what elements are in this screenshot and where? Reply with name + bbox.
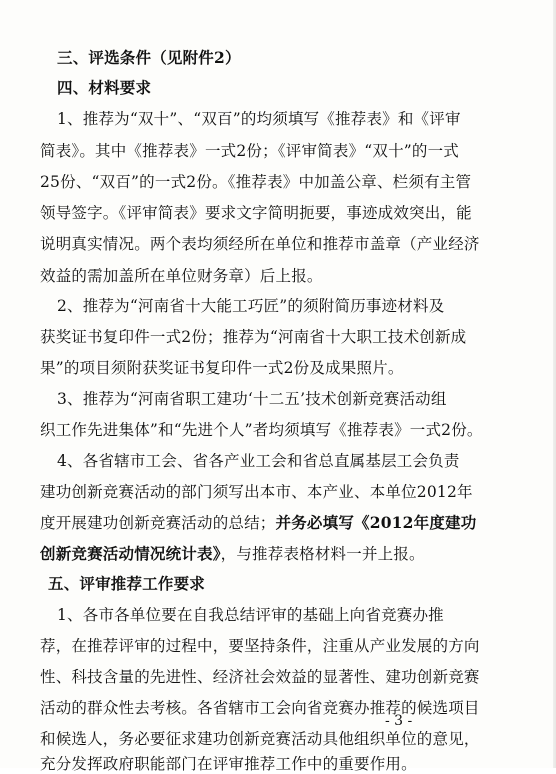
paragraph-line: 1、各市各单位要在自我总结评审的基础上向省竞赛办推 (57, 606, 444, 624)
section-heading-evaluation-criteria: 三、评选条件（见附件2） (57, 48, 241, 67)
paragraph-line: 性、科技含量的先进性、经济社会效益的显著性、建功创新竞赛 (40, 668, 480, 686)
paragraph-line: 1、推荐为“双十”、“双百”的均须填写《推荐表》和《评审 (57, 110, 461, 128)
paragraph-line (40, 544, 425, 564)
page-number: - 3 - (385, 713, 413, 729)
paragraph-line: 获奖证书复印件一式2份；推荐为“河南省十大职工技术创新成 (40, 328, 467, 346)
emphasized-text: 创新竞赛活动情况统计表》 (40, 544, 221, 563)
paragraph-line: 说明真实情况。两个表均须经所在单位和推荐市盖章（产业经济 (40, 235, 480, 253)
section-heading-material-requirements: 四、材料要求 (57, 78, 152, 97)
paragraph-line: 25份、“双百”的一式2份。《推荐表》中加盖公章、栏须有主管 (40, 173, 472, 191)
paragraph-line: 活动的群众性去考核。各省辖市工会向省竞赛办推荐的候选项目 (40, 699, 480, 717)
paragraph-line: 效益的需加盖所在单位财务章）后上报。 (40, 267, 323, 285)
paragraph-line: 3、推荐为“河南省职工建功‘十二五’技术创新竞赛活动组 (57, 390, 447, 408)
paragraph-text: ，与推荐表格材料一并上报。 (220, 545, 425, 563)
paragraph-line (40, 513, 476, 533)
section-heading-review-requirements: 五、评审推荐工作要求 (48, 574, 206, 593)
paragraph-line: 领导签字。《评审简表》要求文字简明扼要，事迹成效突出，能 (40, 204, 472, 222)
paragraph-line: 充分发挥政府职能部门在评审推荐工作中的重要作用。 (40, 755, 417, 773)
paragraph-line: 简表》。其中《推荐表》一式2份；《评审简表》“双十”的一式 (40, 142, 460, 160)
paragraph-line: 建功创新竞赛活动的部门须写出本市、本产业、本单位2012年 (40, 483, 473, 501)
paragraph-line: 荐，在推荐评审的过程中，要坚持条件，注重从产业发展的方向 (40, 637, 480, 655)
paragraph-line: 果”的项目须附获奖证书复印件一式2份及成果照片。 (40, 359, 404, 377)
paragraph-line: 和候选人，务必要征求建功创新竞赛活动具他组织单位的意见， (40, 730, 480, 748)
emphasized-text: 并务必填写《2012年度建功 (275, 513, 477, 532)
paragraph-text: 度开展建功创新竞赛活动的总结； (40, 514, 276, 532)
paragraph-line: 4、各省辖市工会、省各产业工会和省总直属基层工会负责 (57, 452, 460, 470)
paragraph-line: 织工作先进集体”和“先进个人”者均须填写《推荐表》一式2份。 (40, 421, 483, 439)
paragraph-line: 2、推荐为“河南省十大能工巧匠”的须附简历事迹材料及 (57, 297, 445, 315)
